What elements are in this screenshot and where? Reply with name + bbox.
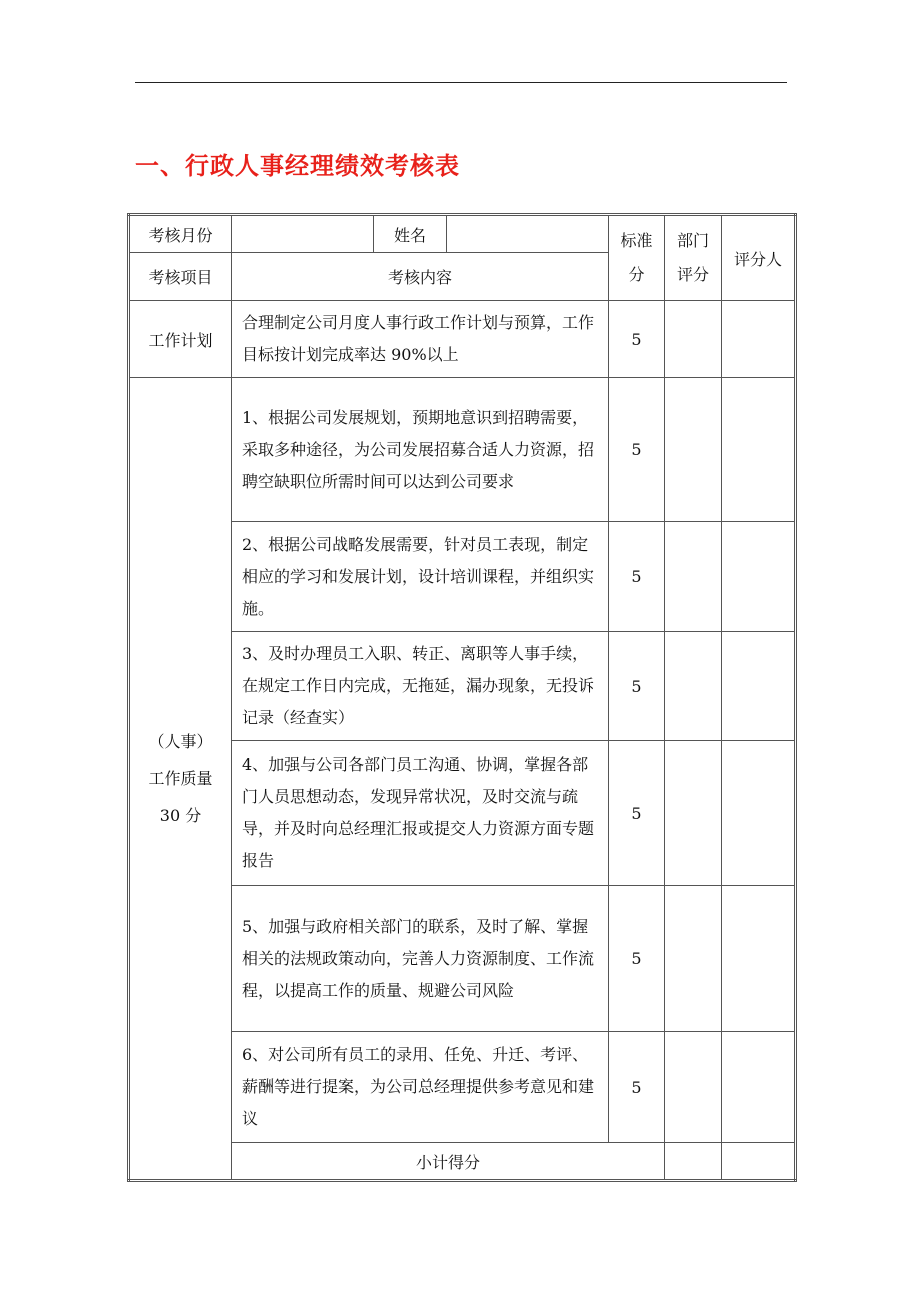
- category-line3: 30 分: [159, 806, 202, 825]
- row-standard-score: 5: [609, 301, 665, 378]
- table-row: [129, 378, 796, 522]
- month-value-cell[interactable]: [232, 215, 374, 253]
- name-label: 姓名: [374, 215, 447, 253]
- row-standard-score: 5: [609, 522, 665, 632]
- month-label: 考核月份: [129, 215, 232, 253]
- content-label: 考核内容: [232, 253, 609, 301]
- standard-score-line1: 标准: [620, 231, 653, 250]
- subtotal-rater-cell[interactable]: [722, 1143, 796, 1181]
- row-rater-cell[interactable]: [722, 886, 796, 1032]
- row-content: 4、加强与公司各部门员工沟通、协调，掌握各部门人员思想动态，发现异常状况，及时交流与疏导，并及时向总经理汇报或提交人力资源方面专题报告: [232, 741, 609, 886]
- row-standard-score: 5: [609, 632, 665, 741]
- row-dept-score-cell[interactable]: [665, 301, 722, 378]
- table-row: [129, 301, 796, 378]
- row-rater-cell[interactable]: [722, 522, 796, 632]
- row-dept-score-cell[interactable]: [665, 741, 722, 886]
- row-standard-score: 5: [609, 378, 665, 522]
- row-rater-cell[interactable]: [722, 632, 796, 741]
- row-rater-cell[interactable]: [722, 378, 796, 522]
- subtotal-label: 小计得分: [232, 1143, 665, 1181]
- row-dept-score-cell[interactable]: [665, 632, 722, 741]
- row-dept-score-cell[interactable]: [665, 378, 722, 522]
- subtotal-dept-score-cell[interactable]: [665, 1143, 722, 1181]
- row-content: 1、根据公司发展规划，预期地意识到招聘需要，采取多种途径，为公司发展招募合适人力资源，招聘空缺职位所需时间可以达到公司要求: [232, 378, 609, 522]
- row-rater-cell[interactable]: [722, 741, 796, 886]
- row-rater-cell[interactable]: [722, 1032, 796, 1143]
- category-line2: 工作质量: [148, 769, 213, 788]
- evaluation-table: [127, 213, 797, 1182]
- row-dept-score-cell[interactable]: [665, 1032, 722, 1143]
- row-standard-score: 5: [609, 1032, 665, 1143]
- dept-score-line2: 评分: [676, 265, 709, 284]
- category-work-quality: [129, 378, 232, 1181]
- category-work-plan: 工作计划: [129, 301, 232, 378]
- row-standard-score: 5: [609, 741, 665, 886]
- document-title: 一、行政人事经理绩效考核表: [135, 152, 460, 180]
- row-content: 2、根据公司战略发展需要，针对员工表现，制定相应的学习和发展计划，设计培训课程，并组织实施。: [232, 522, 609, 632]
- row-rater-cell[interactable]: [722, 301, 796, 378]
- row-content: 6、对公司所有员工的录用、任免、升迁、考评、薪酬等进行提案，为公司总经理提供参考意见和建议: [232, 1032, 609, 1143]
- dept-score-line1: 部门: [676, 231, 709, 250]
- row-content: 5、加强与政府相关部门的联系，及时了解、掌握相关的法规政策动向，完善人力资源制度、工作流程，以提高工作的质量、规避公司风险: [232, 886, 609, 1032]
- row-content: 合理制定公司月度人事行政工作计划与预算，工作目标按计划完成率达 90%以上: [232, 301, 609, 378]
- standard-score-line2: 分: [628, 265, 645, 284]
- header-row-1: [129, 215, 796, 253]
- row-dept-score-cell[interactable]: [665, 886, 722, 1032]
- dept-score-header: [665, 215, 722, 301]
- row-dept-score-cell[interactable]: [665, 522, 722, 632]
- standard-score-header: [609, 215, 665, 301]
- row-standard-score: 5: [609, 886, 665, 1032]
- category-line1: （人事）: [148, 732, 213, 751]
- row-content: 3、及时办理员工入职、转正、离职等人事手续，在规定工作日内完成，无拖延，漏办现象，无投诉记录（经查实）: [232, 632, 609, 741]
- item-label: 考核项目: [129, 253, 232, 301]
- name-value-cell[interactable]: [447, 215, 609, 253]
- top-rule: [135, 82, 787, 83]
- rater-header: 评分人: [722, 215, 796, 301]
